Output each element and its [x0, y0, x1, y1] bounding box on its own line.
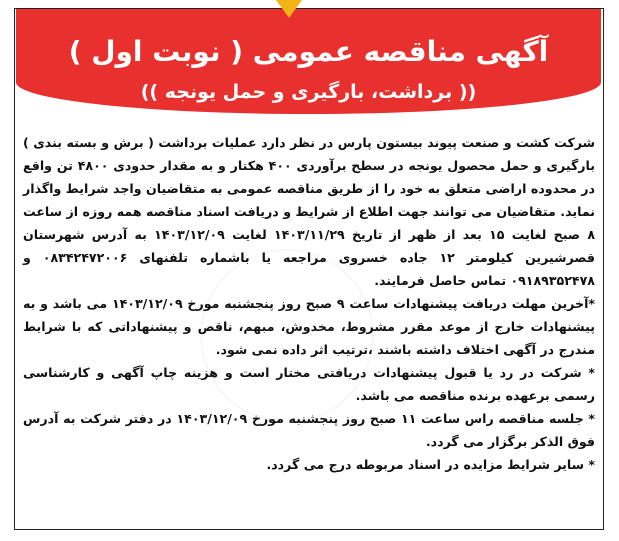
ad-title: آگهی مناقصه عمومی ( نوبت اول )	[68, 35, 549, 68]
header-banner	[16, 9, 601, 114]
paragraph-session: * جلسه مناقصه راس ساعت ۱۱ صبح روز پنجشنبه مورخ ۱۴۰۳/۱۲/۰۹ در دفتر شرکت به آدرس فوق الذکر برگزار می گردد.	[23, 411, 595, 449]
paragraph-other: * سایر شرایط مزایده در اسناد مربوطه درج می گردد.	[266, 457, 595, 472]
paragraph-rights: * شرکت در رد یا قبول پیشنهادات دریافتی مختار است و هزینه چاپ آگهی و کارشناسی رسمی برعهده برنده مناقصه می باشد.	[23, 365, 595, 403]
paragraph-intro: شرکت کشت و صنعت پیوند بیستون پارس در نظر دارد عملیات برداشت ( برش و بسته بندی ) بارگیری و حمل محصول یونجه در سطح برآوردی ۴۰۰ هکتار و به مقدار حدودی ۴۸۰۰ تن واقع در محدوده اراضی متعلق به خود را از طریق مناقصه عمومی به متقاضیان واجد شرایط واگذار نماید. متقاضیان می توانند جهت اطلاع از شرایط و دریافت اسناد مناقصه همه روزه از ساعت ۸ صبح لغایت ۱۵ بعد از ظهر از تاریخ ۱۴۰۳/۱۱/۲۹ لغایت ۱۴۰۳/۱۲/۰۹ به آدرس شهرستان قصرشیرین کیلومتر ۱۲ جاده خسروی مراجعه یا باشماره تلفنهای ۰۸۳۴۲۴۷۲۰۰۶ و ۰۹۱۸۹۳۵۲۴۷۸ تماس حاصل فرمایند.	[23, 135, 595, 288]
ad-body	[23, 131, 595, 476]
ad-subtitle: (( برداشت، بارگیری و حمل یونجه ))	[140, 81, 477, 103]
paragraph-deadline: *آخرین مهلت دریافت پیشنهادات ساعت ۹ صبح روز پنجشنبه مورخ ۱۴۰۳/۱۲/۰۹ می باشد و به پیشنهادات خارج از موعد مقرر مشروط، مخدوش، مبهم، ناقص و پیشنهاداتی که با شرایط مندرج در آگهی اختلاف داشته باشند ،ترتیب اثر داده نمی شود.	[23, 296, 595, 357]
ad-frame	[14, 8, 604, 530]
